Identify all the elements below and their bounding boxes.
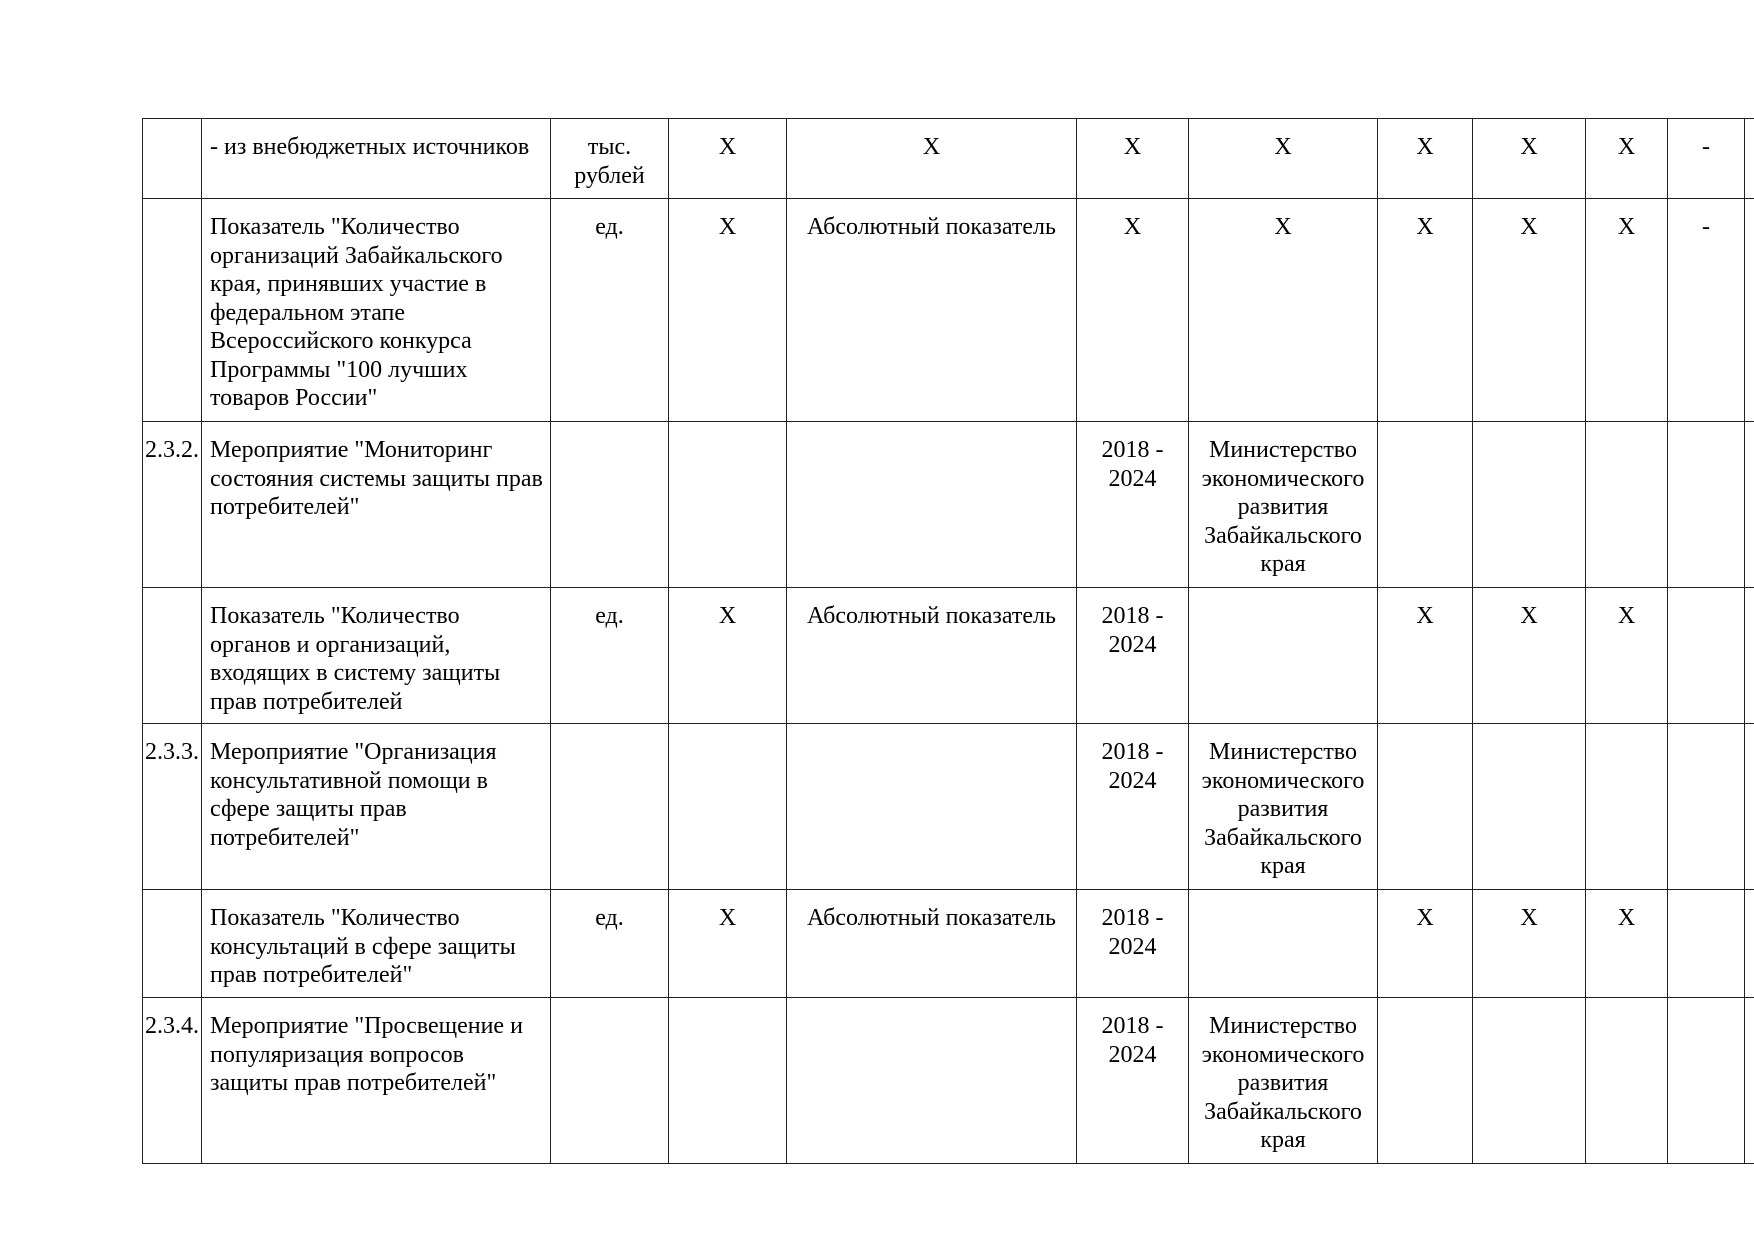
table-row (143, 422, 1754, 588)
unit-cell (551, 724, 669, 890)
col9-cell: Х (1473, 199, 1586, 422)
col10-cell (1586, 724, 1668, 890)
unit-cell (551, 422, 669, 588)
col9-cell: Х (1473, 588, 1586, 724)
overflow-cell (1745, 422, 1754, 588)
table-row (143, 998, 1754, 1164)
table-row (143, 588, 1754, 724)
unit-cell: тыс. рублей (551, 119, 669, 199)
col8-cell (1378, 724, 1473, 890)
overflow-cell (1745, 119, 1754, 199)
col4-cell (669, 422, 787, 588)
table-row (143, 199, 1754, 422)
col11-cell (1668, 588, 1745, 724)
overflow-cell (1745, 199, 1754, 422)
col4-cell: Х (669, 890, 787, 998)
col8-cell (1378, 422, 1473, 588)
col9-cell (1473, 998, 1586, 1164)
row-number (143, 199, 202, 422)
row-number (143, 119, 202, 199)
row-name: Мероприятие "Организация консультативной помощи в сфере защиты прав потребителей" (202, 724, 551, 890)
row-name: Мероприятие "Мониторинг состояния системы защиты прав потребителей" (202, 422, 551, 588)
unit-cell (551, 998, 669, 1164)
period-cell: 2018 - 2024 (1077, 588, 1189, 724)
period-cell: 2018 - 2024 (1077, 998, 1189, 1164)
executor-cell: Х (1189, 199, 1378, 422)
row-name: Показатель "Количество консультаций в сфере защиты прав потребителей" (202, 890, 551, 998)
period-cell: 2018 - 2024 (1077, 724, 1189, 890)
indicator-type-cell: Х (787, 119, 1077, 199)
row-number: 2.3.4. (143, 998, 202, 1164)
row-number (143, 588, 202, 724)
col10-cell: Х (1586, 199, 1668, 422)
period-cell: Х (1077, 119, 1189, 199)
indicator-type-cell: Абсолютный показатель (787, 588, 1077, 724)
col8-cell: Х (1378, 588, 1473, 724)
indicator-type-cell (787, 998, 1077, 1164)
overflow-cell (1745, 724, 1754, 890)
table-row (143, 724, 1754, 890)
overflow-cell (1745, 998, 1754, 1164)
unit-cell: ед. (551, 890, 669, 998)
row-name: - из внебюджетных источников (202, 119, 551, 199)
col10-cell: Х (1586, 890, 1668, 998)
period-cell: 2018 - 2024 (1077, 422, 1189, 588)
row-name: Показатель "Количество организаций Забайкальского края, принявших участие в федеральном этапе Всероссийского конкурса Программы "100 лучших товаров России" (202, 199, 551, 422)
indicator-type-cell: Абсолютный показатель (787, 890, 1077, 998)
col4-cell (669, 724, 787, 890)
executor-cell: Министерство экономического развития Забайкальского края (1189, 998, 1378, 1164)
indicator-type-cell (787, 422, 1077, 588)
executor-cell (1189, 588, 1378, 724)
executor-cell: Министерство экономического развития Забайкальского края (1189, 724, 1378, 890)
overflow-cell (1745, 588, 1754, 724)
col8-cell: Х (1378, 890, 1473, 998)
col10-cell (1586, 422, 1668, 588)
col8-cell (1378, 998, 1473, 1164)
col4-cell: Х (669, 199, 787, 422)
col11-cell (1668, 998, 1745, 1164)
col11-cell: - (1668, 199, 1745, 422)
row-name: Мероприятие "Просвещение и популяризация вопросов защиты прав потребителей" (202, 998, 551, 1164)
row-number: 2.3.3. (143, 724, 202, 890)
row-name: Показатель "Количество органов и организаций, входящих в систему защиты прав потребителей (202, 588, 551, 724)
indicator-type-cell: Абсолютный показатель (787, 199, 1077, 422)
col11-cell (1668, 724, 1745, 890)
col11-cell: - (1668, 119, 1745, 199)
col4-cell: Х (669, 588, 787, 724)
unit-cell: ед. (551, 588, 669, 724)
unit-cell: ед. (551, 199, 669, 422)
executor-cell (1189, 890, 1378, 998)
row-number: 2.3.2. (143, 422, 202, 588)
overflow-cell (1745, 890, 1754, 998)
period-cell: Х (1077, 199, 1189, 422)
col10-cell (1586, 998, 1668, 1164)
program-measures-table (142, 118, 1754, 1164)
period-cell: 2018 - 2024 (1077, 890, 1189, 998)
col4-cell (669, 998, 787, 1164)
table-row (143, 119, 1754, 199)
col10-cell: Х (1586, 588, 1668, 724)
col9-cell (1473, 724, 1586, 890)
row-number (143, 890, 202, 998)
col9-cell: Х (1473, 890, 1586, 998)
col11-cell (1668, 890, 1745, 998)
col4-cell: Х (669, 119, 787, 199)
col8-cell: Х (1378, 119, 1473, 199)
col9-cell (1473, 422, 1586, 588)
indicator-type-cell (787, 724, 1077, 890)
executor-cell: Министерство экономического развития Забайкальского края (1189, 422, 1378, 588)
col10-cell: Х (1586, 119, 1668, 199)
col9-cell: Х (1473, 119, 1586, 199)
col8-cell: Х (1378, 199, 1473, 422)
table-row (143, 890, 1754, 998)
col11-cell (1668, 422, 1745, 588)
executor-cell: Х (1189, 119, 1378, 199)
